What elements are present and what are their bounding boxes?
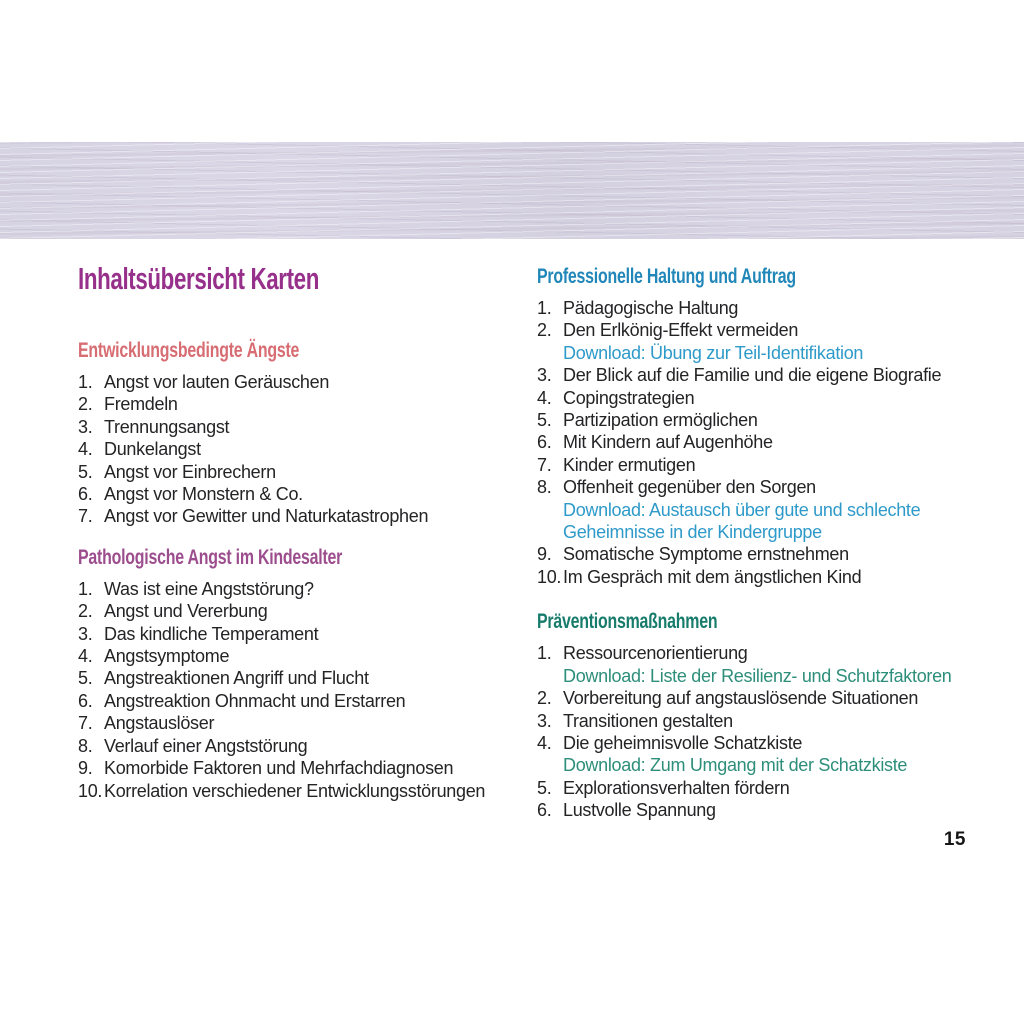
item-number: 5. — [537, 410, 552, 431]
item-text: Die geheimnisvolle Schatzkiste — [563, 732, 803, 753]
item-text: Dunkelangst — [104, 439, 201, 460]
item-number: 7. — [537, 454, 552, 475]
item-text: Explorationsverhalten fördern — [563, 777, 790, 798]
item-number: 1. — [537, 643, 552, 664]
list-item — [537, 777, 1002, 799]
section-heading: Entwicklungsbedingte Ängste — [78, 338, 300, 362]
item-text: Angstreaktion Ohnmacht und Erstarren — [104, 690, 406, 711]
list-item — [78, 578, 530, 600]
item-number: 5. — [78, 461, 93, 482]
list-item — [78, 690, 530, 712]
list-item — [78, 416, 530, 438]
item-text: Komorbide Faktoren und Mehrfachdiagnosen — [104, 758, 454, 779]
list-item — [78, 735, 530, 757]
list-item — [537, 387, 1002, 409]
list-item — [78, 505, 530, 527]
section-list — [537, 297, 1002, 588]
item-text: Lustvolle Spannung — [563, 800, 716, 821]
list-item — [537, 476, 1002, 498]
item-number: 2. — [78, 394, 93, 415]
page-title: Inhaltsübersicht Karten — [78, 261, 320, 296]
section-heading: Pathologische Angst im Kindesalter — [78, 544, 343, 569]
item-text: Was ist eine Angststörung? — [104, 578, 314, 599]
item-number: 2. — [537, 320, 552, 341]
item-number: 4. — [537, 387, 552, 408]
download-link: Download: Zum Umgang mit der Schatzkiste — [563, 755, 908, 776]
item-number: 7. — [78, 713, 93, 734]
item-number: 9. — [537, 544, 552, 565]
list-item — [537, 409, 1002, 431]
section-list — [78, 371, 530, 528]
item-number: 3. — [537, 365, 552, 386]
item-number: 9. — [78, 758, 93, 779]
item-number: 7. — [78, 506, 93, 527]
item-number: 4. — [78, 439, 93, 460]
list-item — [537, 431, 1002, 453]
list-item — [78, 438, 530, 460]
list-item — [537, 732, 1002, 754]
item-number: 4. — [537, 732, 552, 753]
item-text: Partizipation ermöglichen — [563, 410, 758, 431]
item-number: 6. — [78, 690, 93, 711]
download-link: Download: Übung zur Teil-Identifikation — [563, 342, 864, 363]
list-item — [78, 712, 530, 734]
list-item — [537, 454, 1002, 476]
item-text: Trennungsangst — [104, 416, 230, 437]
item-number: 2. — [78, 601, 93, 622]
list-item — [78, 780, 530, 802]
item-text: Angst vor Gewitter und Naturkatastrophen — [104, 506, 429, 527]
item-text: Verlauf einer Angststörung — [104, 735, 308, 756]
section-heading: Präventionsmaßnahmen — [537, 609, 718, 634]
item-text: Fremdeln — [104, 394, 178, 415]
list-item — [78, 371, 530, 393]
item-number: 6. — [537, 432, 552, 453]
list-item — [537, 543, 1002, 565]
item-text: Angstauslöser — [104, 713, 215, 734]
item-text: Angst vor Monstern & Co. — [104, 484, 303, 505]
item-number: 1. — [78, 578, 93, 599]
item-number: 8. — [537, 477, 552, 498]
item-text: Vorbereitung auf angstauslösende Situationen — [563, 688, 919, 709]
wood-texture-band — [0, 142, 1024, 239]
list-item — [537, 642, 1002, 664]
item-text: Angst und Vererbung — [104, 601, 268, 622]
list-item — [78, 623, 530, 645]
item-text: Das kindliche Temperament — [104, 623, 319, 644]
list-item — [537, 297, 1002, 319]
download-link: Download: Liste der Resilienz- und Schutzfaktoren — [563, 665, 952, 686]
item-text: Offenheit gegenüber den Sorgen — [563, 477, 816, 498]
item-text: Somatische Symptome ernstnehmen — [563, 544, 849, 565]
item-text: Kinder ermutigen — [563, 454, 696, 475]
item-number: 8. — [78, 735, 93, 756]
item-text: Angst vor lauten Geräuschen — [104, 372, 330, 392]
list-item — [78, 483, 530, 505]
item-number: 3. — [78, 623, 93, 644]
list-item — [78, 667, 530, 689]
list-item — [537, 710, 1002, 732]
item-text: Den Erlkönig-Effekt vermeiden — [563, 320, 799, 341]
item-number: 4. — [78, 646, 93, 667]
list-item — [537, 799, 1002, 821]
section-list — [537, 642, 1002, 821]
list-item — [537, 566, 1002, 588]
left-column — [78, 262, 530, 802]
item-number: 6. — [537, 800, 552, 821]
item-number: 3. — [537, 710, 552, 731]
list-item — [78, 600, 530, 622]
item-text: Transitionen gestalten — [563, 710, 733, 731]
item-number: 10. — [537, 566, 562, 587]
item-number: 5. — [78, 668, 93, 689]
item-number: 1. — [78, 372, 93, 392]
item-number: 1. — [537, 298, 552, 318]
list-item — [537, 687, 1002, 709]
section-list — [78, 578, 530, 802]
item-number: 10. — [78, 780, 103, 801]
item-text: Pädagogische Haltung — [563, 298, 739, 318]
item-text: Ressourcenorientierung — [563, 643, 748, 664]
download-link: Download: Austausch über gute und schlechte — [563, 499, 921, 520]
item-text: Im Gespräch mit dem ängstlichen Kind — [563, 566, 862, 587]
page-number: 15 — [943, 829, 966, 850]
item-text: Korrelation verschiedener Entwicklungsstörungen — [104, 780, 486, 801]
item-text: Mit Kindern auf Augenhöhe — [563, 432, 773, 453]
list-item — [78, 645, 530, 667]
item-text: Der Blick auf die Familie und die eigene Biografie — [563, 365, 942, 386]
item-number: 3. — [78, 416, 93, 437]
item-text: Angst vor Einbrechern — [104, 461, 276, 482]
right-column — [537, 264, 1002, 822]
item-number: 6. — [78, 484, 93, 505]
item-number: 2. — [537, 688, 552, 709]
list-item — [537, 364, 1002, 386]
download-link: Geheimnisse in der Kindergruppe — [563, 522, 822, 543]
item-text: Angstsymptome — [104, 646, 230, 667]
item-text: Angstreaktionen Angriff und Flucht — [104, 668, 369, 689]
item-text: Copingstrategien — [563, 387, 695, 408]
item-number: 5. — [537, 777, 552, 798]
list-item — [78, 461, 530, 483]
list-item — [537, 319, 1002, 341]
section-heading: Professionelle Haltung und Auftrag — [537, 264, 796, 288]
list-item — [78, 757, 530, 779]
list-item — [78, 393, 530, 415]
